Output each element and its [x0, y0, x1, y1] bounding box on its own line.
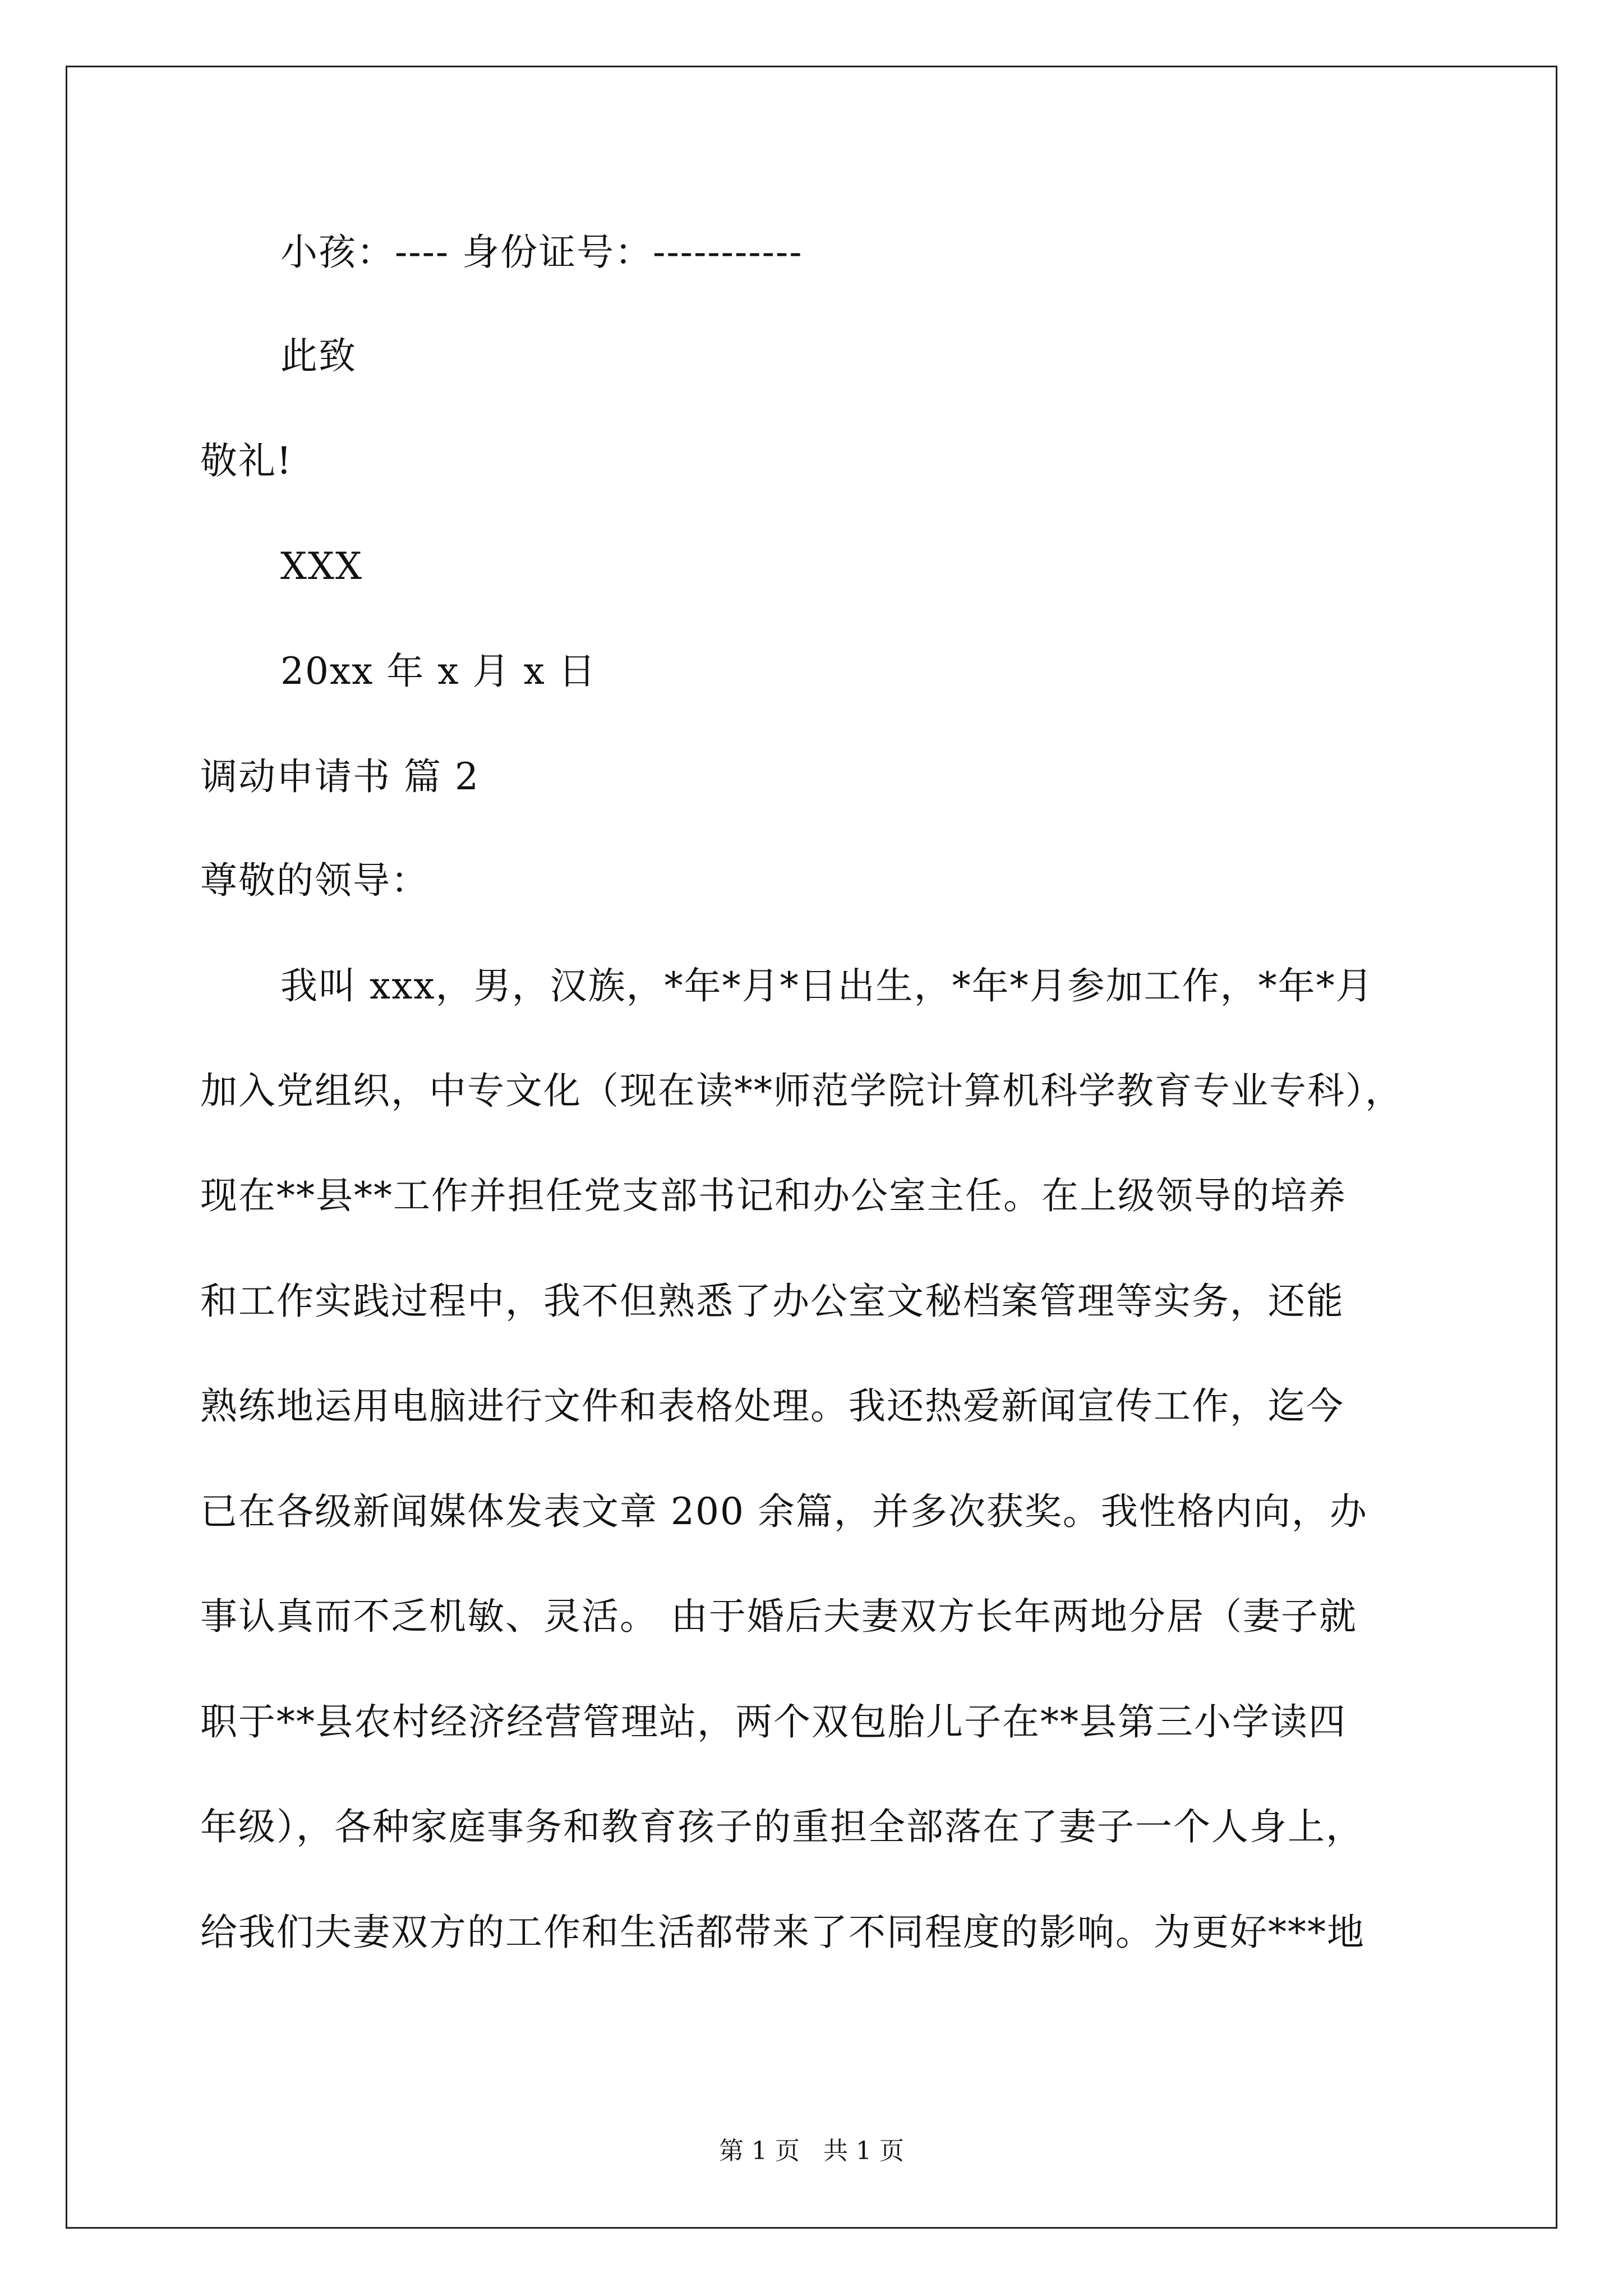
- paragraph-line: 现在**县**工作并担任党支部书记和办公室主任。在上级领导的培养: [200, 1174, 1347, 1217]
- paragraph-line: 加入党组织，中专文化（现在读**师范学院计算机科学教育专业专科），: [200, 1069, 1403, 1112]
- paragraph-line: 和工作实践过程中，我不但熟悉了办公室文秘档案管理等实务，还能: [200, 1280, 1344, 1323]
- paragraph-line: 年级），各种家庭事务和教育孩子的重担全部落在了妻子一个人身上，: [200, 1805, 1364, 1848]
- paragraph-line: 我叫 xxx，男，汉族，*年*月*日出生，*年*月参加工作，*年*月: [280, 964, 1374, 1007]
- closing-cizhi: 此致: [280, 334, 357, 378]
- signature-date: 20xx 年 x 月 x 日: [280, 650, 597, 693]
- page-footer: 第 1 页 共 1 页: [719, 2137, 904, 2165]
- paragraph-line: 事认真而不乏机敏、灵活。 由于婚后夫妻双方长年两地分居（妻子就: [200, 1595, 1357, 1638]
- paragraph-line: 职于**县农村经济经营管理站，两个双包胎儿子在**县第三小学读四: [200, 1700, 1347, 1743]
- paragraph-line: 熟练地运用电脑进行文件和表格处理。我还热爱新闻宣传工作，迄今: [200, 1384, 1344, 1428]
- section-title: 调动申请书 篇 2: [200, 755, 479, 798]
- child-id-line: 小孩：---- 身份证号：-----------: [280, 231, 803, 274]
- paragraph-line: 已在各级新闻媒体发表文章 200 余篇，并多次获奖。我性格内向，办: [200, 1490, 1368, 1533]
- salutation: 尊敬的领导：: [200, 859, 429, 902]
- signature-name: XXX: [280, 545, 363, 588]
- paragraph-line: 给我们夫妻双方的工作和生活都带来了不同程度的影响。为更好***地: [200, 1911, 1365, 1954]
- page-border: [66, 66, 1557, 2229]
- closing-jingli: 敬礼!: [200, 439, 293, 482]
